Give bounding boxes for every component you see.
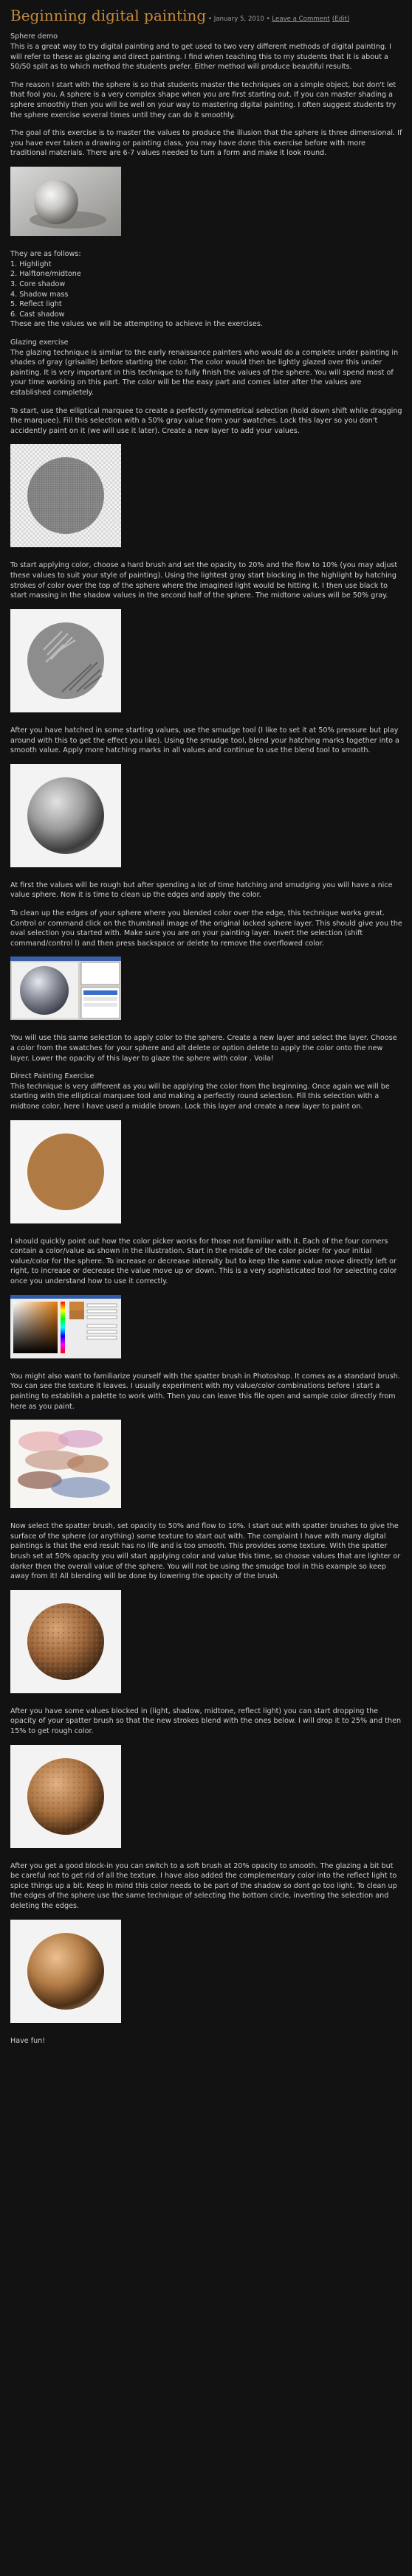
spatter-palette-image (10, 1420, 403, 1508)
sphere-demo-heading: Sphere demo (10, 32, 58, 41)
value-item: 6. Cast shadow (10, 310, 65, 319)
glazing-heading: Glazing exercise (10, 338, 69, 347)
goal-paragraph: The goal of this exercise is to master the values to produce the illusion that the sphere is three dimensional. If you have ever taken a drawing or painting class, you may have done this exercise before with more traditional materials. There are 6-7 values needed to turn a form and make it look round. (10, 129, 402, 158)
direct-paragraph-5: After you have some values blocked in (light, shadow, midtone, reflect light) you can start dropping the opacity of your spatter brush so that the new strokes blend with the ones below. I will drop it to 25% and then 15% to get rough color. (10, 1707, 402, 1735)
glazing-paragraph-3: To start applying color, choose a hard brush and set the opacity to 20% and the flow to 10% (you may adjust these values to suit your style of painting). Using the lightest gray start blocking in the highlight by hatching strokes of color over the top of the sphere where the imagined light would be hitting it. I then use black to start massing in the shadow values in the second half of the sphere. The midtone values will be 50% gray. (10, 561, 398, 600)
final-sphere-image (10, 1920, 403, 2023)
value-item: 4. Shadow mass (10, 290, 69, 299)
color-picker-screenshot (10, 1295, 403, 1358)
glazing-paragraph-1: The glazing technique is similar to the early renaissance painters who would do a complete under painting in shades of gray (grisaille) before starting the color. The color would then be lightly glazed over this under painting. It is very important in this technique to fully finish the values of the sphere. You will spend most of your time working on this part. The color will be the easy part and comes later after the values are established completely. (10, 348, 399, 397)
direct-paragraph-6: After you get a good block-in you can switch to a soft brush at 20% opacity to smooth. The glazing a bit but be careful not to get rid of all the texture. I have also added the complementary color into the reflect light to spice things up a bit. Keep in mind this color needs to be part of the shadow so dont go too light. To clean up the edges of the sphere use the same technique of selecting the bottom circle, inverting the selection and deleting the edges. (10, 1861, 397, 1911)
rough-color-sphere-image (10, 1745, 403, 1848)
direct-paragraph-1: This technique is very different as you will be applying the color from the beginning. Once again we will be starting with the elliptical marquee tool and making a perfectly round selection. Fill this selection with a midtone color, here I have used a middle brown. Lock this layer and create a new layer to paint on. (10, 1082, 390, 1111)
edit-link[interactable]: (Edit) (332, 15, 350, 23)
gray-sphere-image (10, 764, 403, 867)
leave-comment-link[interactable]: Leave a Comment (272, 15, 330, 23)
photoshop-screenshot (10, 957, 403, 1020)
post-sep-2: • (264, 15, 272, 23)
value-item: 5. Reflect light (10, 300, 62, 309)
values-intro: They are as follows: (10, 250, 81, 259)
glazing-paragraph-7: You will use this same selection to apply color to the sphere. Create a new layer and select the layer. Choose a color from the swatches for your sphere and alt delete or option delete to apply the color onto the new layer. Lower the opacity of this layer to glaze the sphere with color . Voila! (10, 1034, 397, 1063)
post-header (10, 5, 403, 26)
intro-paragraph: This is a great way to try digital painting and to get used to two very different methods of digital painting. I will refer to these as glazing and direct painting. I find when teaching this to my students that it is about a 50/50 split as to which method the students prefer. Either method will produce beautiful results. (10, 43, 391, 72)
direct-painting-heading: Direct Painting Exercise (10, 1072, 95, 1081)
hatching-image (10, 609, 403, 712)
white-sphere-photo (10, 167, 403, 236)
direct-paragraph-4: Now select the spatter brush, set opacity to 50% and flow to 10%. I start out with spatter brushes to give the surface of the sphere (or anything) some texture to start out with. The complaint I have with many digital paintings is that the end result has no life and is too smooth. This provides some texture. With the spatter brush set at 50% opacity you will start applying color and value this time, so choose values that are lighter or darker then the overall value of the sphere. You will not be using the smudge tool in this example so keep away from it! All blending will be done by lowering the opacity of the brush. (10, 1522, 401, 1581)
direct-paragraph-3: You might also want to familiarize yourself with the spatter brush in Photoshop. It comes as a standard brush. You can see the texture it leaves. I usually experiment with my value/color combinations before I start a painting to establish a palette to work with. Then you can leave this file open and sample color directly from here as you paint. (10, 1372, 400, 1411)
values-outro: These are the values we will be attempting to achieve in the exercises. (10, 320, 263, 329)
glazing-paragraph-5: At first the values will be rough but after spending a lot of time hatching and smudging you will have a nice value sphere. Now it is time to clean up the edges and apply the color. (10, 881, 393, 900)
value-item: 2. Halftone/midtone (10, 270, 81, 279)
textured-sphere-image (10, 1590, 403, 1693)
closing-text: Have fun! (10, 2036, 46, 2045)
brown-selection-image (10, 1120, 403, 1223)
values-list (10, 260, 403, 320)
direct-paragraph-2: I should quickly point out how the color picker works for those not familiar with it. Each of the four corners contain a color/value as shown in the illustration. Start in the middle of the color picker for your initial value/color for the sphere. To increase or decrease intensity but to keep the same value move directly left or right, to increase or decrease the value move up or down. This is a very sophisticated tool for selecting color once you understand how to use it correctly. (10, 1237, 397, 1286)
post-sep: • (206, 15, 214, 23)
value-item: 1. Highlight (10, 260, 52, 268)
glazing-paragraph-4: After you have hatched in some starting values, use the smudge tool (I like to set it at 50% pressure but play around with this to get the effect you like). Using the smudge tool, blend your hatching marks together into a smooth value. Apply more hatching marks in all values and continue to use the blend tool to smooth. (10, 726, 399, 755)
post-date: January 5, 2010 (213, 15, 264, 23)
gray-selection-image (10, 444, 403, 547)
glazing-paragraph-6: To clean up the edges of your sphere where you blended color over the edge, this technique works great. Control or command click on the thumbnail image of the original locked sphere layer. This should give you the oval selection you started with. Make sure you are on your painting layer. Invert the selection (shift command/control I) and then press backspace or delete to remove the overflowed color. (10, 909, 402, 948)
post-title[interactable]: Beginning digital painting (10, 7, 207, 24)
value-item: 3. Core shadow (10, 280, 66, 288)
reason-paragraph: The reason I start with the sphere is so that students master the techniques on a simple object, but don't let that fool you. A sphere is a very complex shape when you are first starting out. If you can master shading a sphere smoothly then you will be well on your way to mastering digital painting. I often suggest students try the sphere exercise several times until they can do it smoothly. (10, 80, 396, 119)
glazing-paragraph-2: To start, use the elliptical marquee to create a perfectly symmetrical selection (hold down shift while dragging the marquee). Fill this selection with a 50% gray value from your swatches. Lock this layer so you don't accidently paint on it (we will use it later). Create a new layer to add your values. (10, 406, 402, 435)
